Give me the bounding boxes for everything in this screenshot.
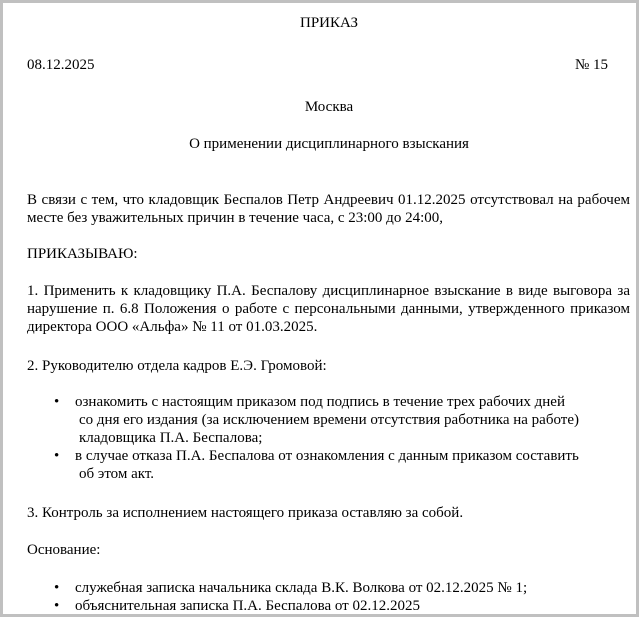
bullet-text: объяснительная записка П.А. Беспалова от 02.12.2025 [75,598,420,614]
bullet-line: кладовщика П.А. Беспалова; [79,430,263,446]
bullet-text: служебная записка начальника склада В.К. Волкова от 02.12.2025 № 1; [75,580,528,596]
document-date: 08.12.2025 [27,57,95,73]
bullet-item [27,597,631,615]
bullet-icon: • [54,448,60,464]
basis-label: Основание: [27,542,101,558]
bullet-item [27,447,631,483]
item-3-paragraph: 3. Контроль за исполнением настоящего приказа оставляю за собой. [27,505,464,521]
order-word: ПРИКАЗЫВАЮ: [27,246,138,262]
bullet-line: со дня его издания (за исключением времени отсутствия работника на работе) [79,412,579,428]
item-2-bullet-list [27,393,631,483]
bullet-icon: • [54,580,60,596]
document-title: ПРИКАЗ [300,15,358,31]
document-subject: О применении дисциплинарного взыскания [189,136,469,152]
bullet-line: ознакомить с настоящим приказом под подпись в течение трех рабочих дней [75,394,565,410]
bullet-line: об этом акт. [79,466,155,482]
bullet-item [27,579,631,597]
item-1-paragraph: 1. Применить к кладовщику П.А. Беспалову дисциплинарное взыскание в виде выговора за нарушение п. 6.8 Положения о работе с персональными данными, утвержденного приказом директора ООО «Альфа» № 11 от 01.03.2025. [27,283,630,335]
document-number: № 15 [574,57,608,73]
bullet-line: в случае отказа П.А. Беспалова от ознакомления с данным приказом составить [75,448,579,464]
basis-bullet-list [27,579,631,615]
bullet-icon: • [54,394,60,410]
bullet-item [27,393,631,447]
document-city: Москва [304,99,354,115]
bullet-icon: • [54,598,60,614]
item-2-paragraph: 2. Руководителю отдела кадров Е.Э. Громовой: [27,358,327,374]
preamble-paragraph: В связи с тем, что кладовщик Беспалов Петр Андреевич 01.12.2025 отсутствовал на рабочем месте без уважительных причин в течение часа, с 23:00 до 24:00, [27,192,630,226]
